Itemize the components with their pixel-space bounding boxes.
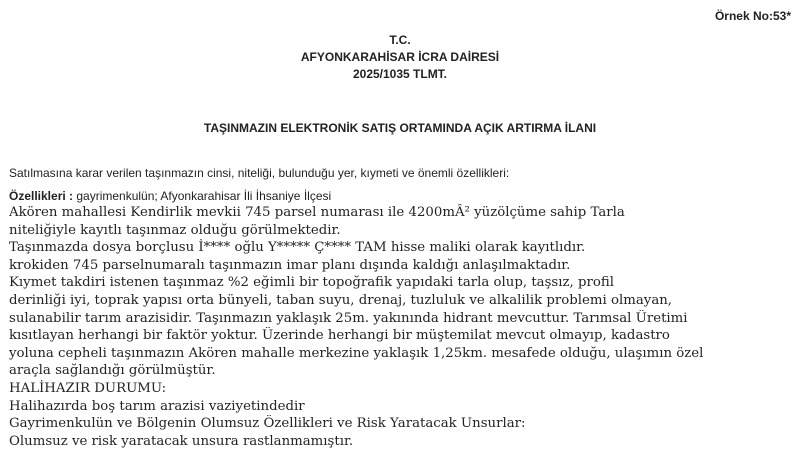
description-line: yoluna cepheli taşınmazın Akören mahalle merkezine yaklaşık 1,25km. mesafede olduğu, ulaşımın özel (9, 345, 704, 361)
section-heading-current-status: HALİHAZIR DURUMU: (9, 380, 167, 396)
description-line: niteliğiyle kayıtlı taşınmaz olduğu görülmektedir. (9, 222, 341, 238)
description-line: krokiden 745 parselnumaralı taşınmazın imar planı dışında kaldığı anlaşılmaktadır. (9, 257, 571, 273)
property-description (9, 204, 789, 450)
features-value: gayrimenkulün; Afyonkarahisar İli İhsaniye İlçesi (73, 189, 332, 203)
header-country: T.C. (389, 33, 411, 47)
sample-number: Örnek No:53* (714, 9, 791, 23)
description-line: Akören mahallesi Kendirlik mevkii 745 parsel numarası ile 4200mÂ² yüzölçüme sahip Tarla (9, 205, 625, 220)
intro-text: Satılmasına karar verilen taşınmazın cinsi, niteliği, bulunduğu yer, kıymeti ve önemli özellikleri: (9, 166, 510, 180)
description-line: kısıtlayan herhangi bir faktör yoktur. Üzerinde herhangi bir müştemilat mevcut olmayıp, kadastro (9, 328, 670, 344)
document-header (0, 32, 800, 83)
description-line: araçla sağlandığı görülmüştür. (9, 363, 216, 379)
description-line: Taşınmazda dosya borçlusu İ**** oğlu Y***** Ç**** TAM hisse maliki olarak kayıtlıdır. (9, 240, 586, 256)
header-office: AFYONKARAHİSAR İCRA DAİRESİ (300, 50, 500, 64)
description-line: Halihazırda boş tarım arazisi vaziyetindedir (9, 398, 305, 414)
features-label: Özellikleri : (9, 189, 74, 203)
description-line: derinliği iyi, toprak yapısı orta bünyeli, taban suyu, drenaj, tuzluluk ve alkalilik problemi olmayan, (9, 292, 673, 308)
description-line: Kıymet takdiri istenen taşınmaz %2 eğimli bir topoğrafik yapıdaki tarla olup, taşsız, profil (9, 275, 614, 291)
features-line (9, 188, 331, 204)
description-line: Olumsuz ve risk yaratacak unsura rastlanmamıştır. (9, 433, 354, 449)
header-file-number: 2025/1035 TLMT. (352, 67, 448, 81)
description-line: Gayrimenkulün ve Bölgenin Olumsuz Özellikleri ve Risk Yaratacak Unsurlar: (9, 416, 526, 432)
description-line: sulanabilir tarım arazisidir. Taşınmazın yaklaşık 25m. yakınında hidrant mevcuttur. Tarımsal Üretimi (9, 310, 688, 326)
notice-title: TAŞINMAZIN ELEKTRONİK SATIŞ ORTAMINDA AÇIK ARTIRMA İLANI (203, 121, 597, 135)
